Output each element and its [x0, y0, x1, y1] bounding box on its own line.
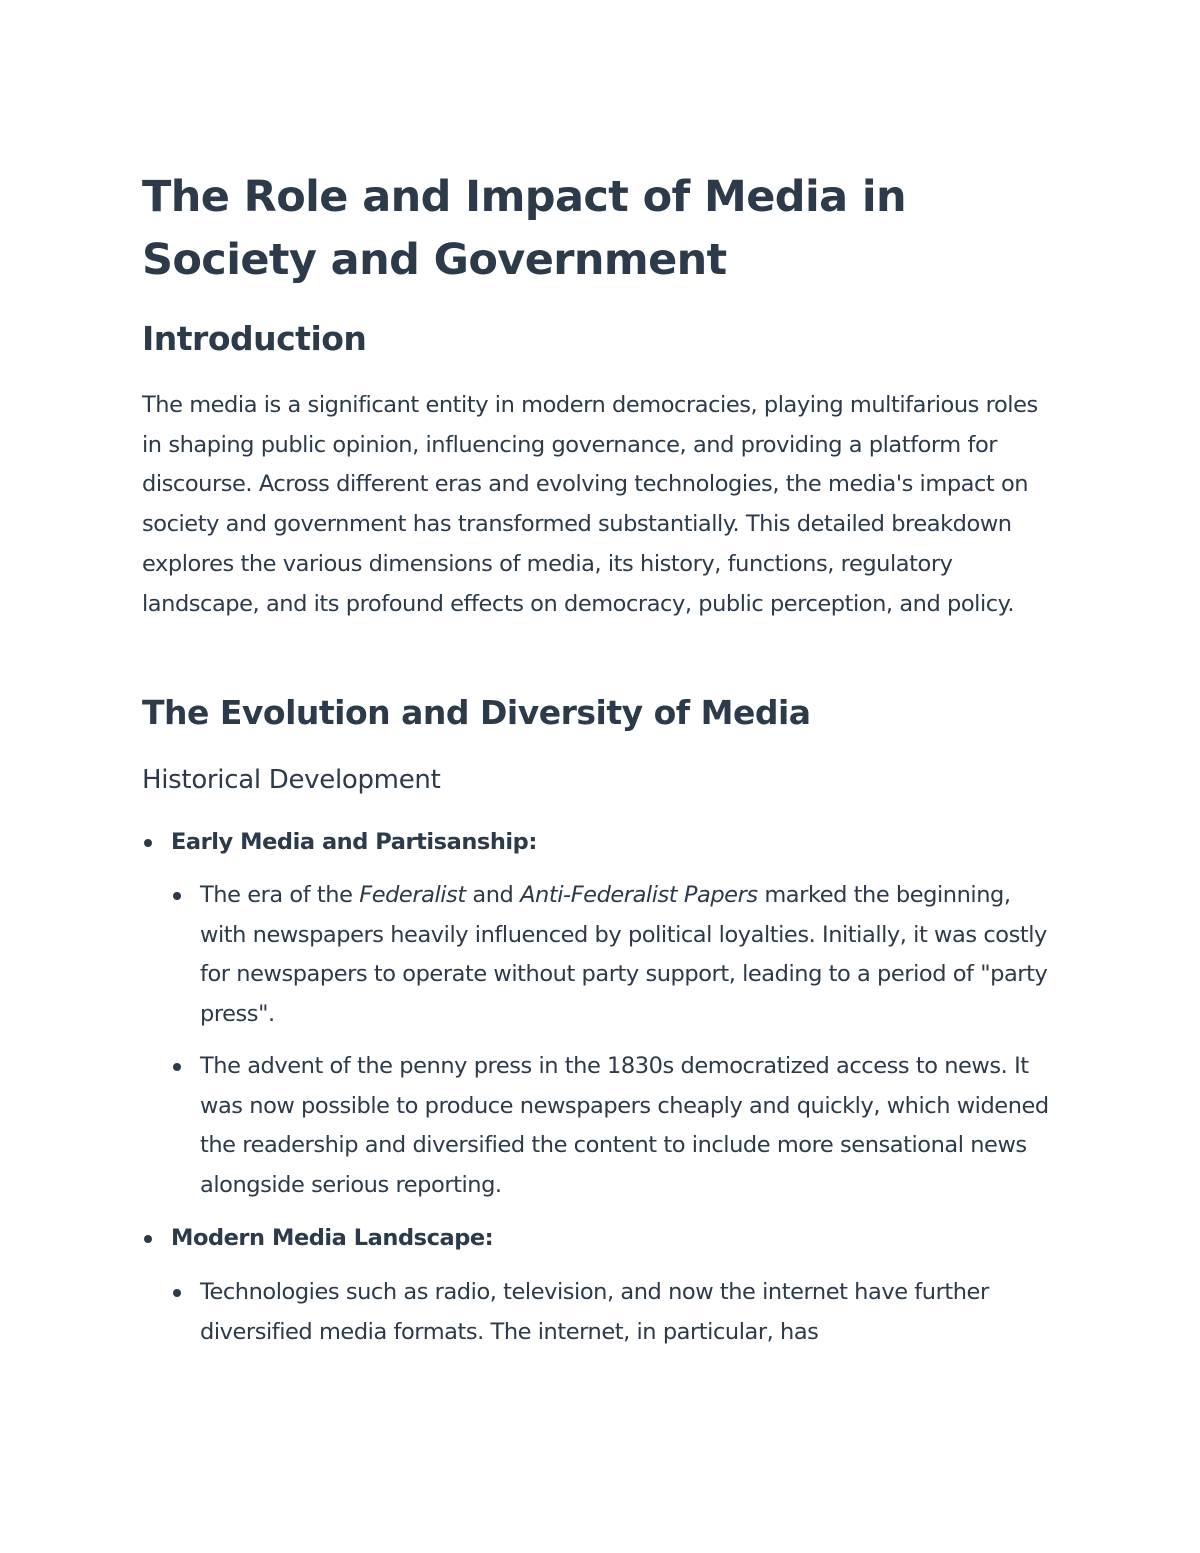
anti-federalist-italic: Anti-Federalist Papers: [520, 882, 758, 908]
list-item-label: Early Media and Partisanship:: [171, 829, 537, 855]
federalist-italic: Federalist: [359, 882, 466, 908]
introduction-paragraph: The media is a significant entity in modern democracies, playing multifarious roles in shaping public opinion, influencing governance, and providing a platform for discourse. Across different eras and evolving technologies, the media's impact on society and government has transformed substantially. This detailed breakdown explores the various dimensions of media, its history, functions, regulatory landscape, and its profound effects on democracy, public perception, and policy.: [142, 392, 1038, 617]
bullet-icon: [173, 1063, 181, 1071]
sublist-item-text: Technologies such as radio, television, and now the internet have further diversified media formats. The internet, in particular, has: [200, 1279, 989, 1345]
sublist-item-text: The advent of the penny press in the 1830s democratized access to news. It was now possible to produce newspapers cheaply and quickly, which widened the readership and diversified the content to include more sensational news alongside serious reporting.: [200, 1053, 1049, 1199]
bullet-icon: [173, 1289, 181, 1297]
document-title: The Role and Impact of Media in Society and Government: [142, 172, 907, 285]
sublist-item-text: The era of the Federalist and Anti-Federalist Papers marked the beginning, with newspapers heavily influenced by political loyalties. Initially, it was costly for newspapers to operate without party support, leading to a period of "party press".: [200, 882, 1048, 1028]
list-item-label: Modern Media Landscape:: [171, 1225, 494, 1251]
bullet-icon: [144, 1235, 152, 1243]
introduction-heading: Introduction: [142, 319, 367, 358]
historical-development-heading: Historical Development: [142, 765, 441, 795]
evolution-heading: The Evolution and Diversity of Media: [142, 693, 811, 732]
sublist-item-federalist: [171, 876, 1051, 1035]
sublist-item-technologies: [171, 1273, 1051, 1352]
sublist-item-penny-press: [171, 1047, 1051, 1206]
bullet-icon: [144, 839, 152, 847]
bullet-icon: [173, 892, 181, 900]
